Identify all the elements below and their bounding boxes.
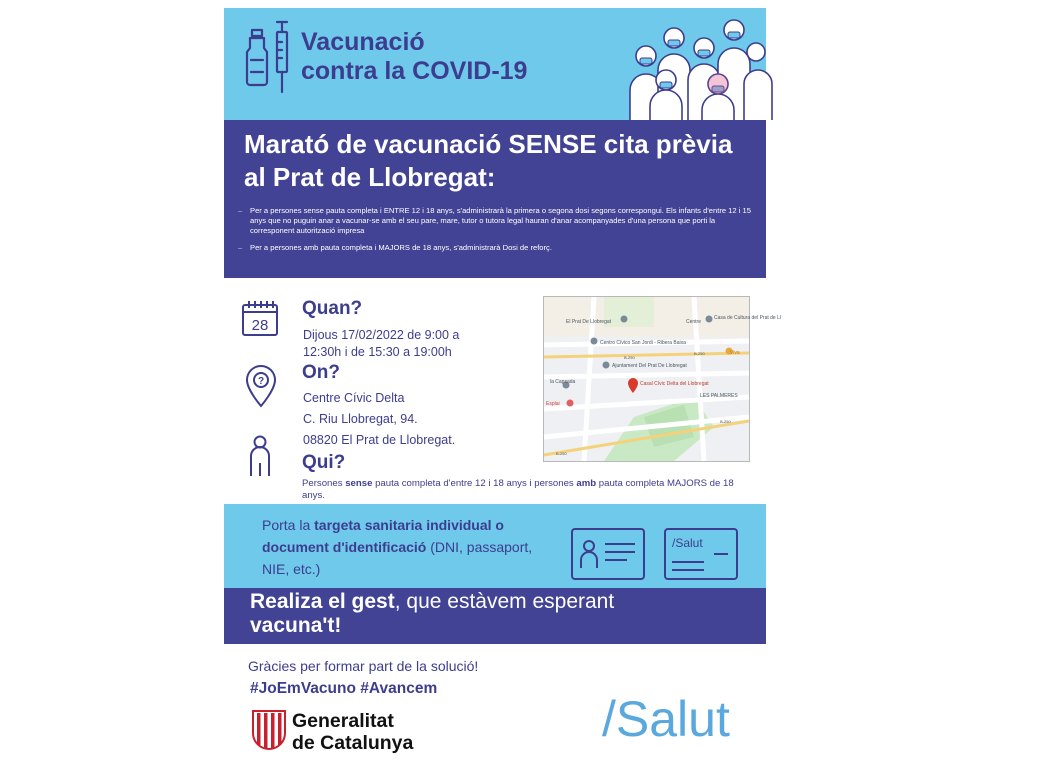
band-text-2: (DNI, passaport, NIE, etc.) <box>262 539 533 577</box>
bullet-dash: – <box>238 243 243 252</box>
where-line3: 08820 El Prat de Llobregat. <box>303 433 456 447</box>
header-title-line1: Vacunació <box>301 28 425 56</box>
calendar-icon <box>240 299 280 339</box>
where-details <box>303 388 455 451</box>
map-label: El Prat De Llobregat <box>566 319 612 325</box>
map-label: Casal Cívic Delta del Llobregat <box>640 381 709 387</box>
map-label: LES PALMERES <box>700 393 738 399</box>
eligibility-text: Per a persones amb pauta completa i MAJORS de 18 anys, s'administrarà Dosi de reforç. <box>250 243 552 252</box>
header-title <box>301 28 527 86</box>
who-details <box>302 478 742 502</box>
map-label: Centre <box>686 319 702 325</box>
map-label: Viva <box>730 350 740 356</box>
map-label: Centro Cívico San Jordi - Ribera Baixa <box>600 340 686 346</box>
who-bold-sense: sense <box>345 478 373 489</box>
map-label: Ajuntament Del Prat De Llobregat <box>612 363 687 369</box>
map-label: Esplai <box>546 401 560 407</box>
slogan-line1 <box>250 590 614 614</box>
map-graphic <box>544 297 781 461</box>
who-heading: Qui? <box>302 452 346 473</box>
who-text-2: pauta completa d'entre 12 i 18 anys i persones <box>372 478 577 489</box>
headline-block <box>224 120 766 278</box>
id-card-reminder <box>224 504 766 588</box>
salut-logo: /Salut <box>602 691 730 747</box>
location-pin-icon <box>244 364 278 408</box>
eligibility-list <box>238 206 758 260</box>
headline-line2: al Prat de Llobregat: <box>244 162 496 192</box>
svg-text:?: ? <box>257 376 265 387</box>
header-title-line2: contra la COVID-19 <box>301 57 528 85</box>
where-line1: Centre Cívic Delta <box>303 391 405 405</box>
hashtags: #JoEmVacuno #Avancem <box>250 680 438 697</box>
slogan-rest: , que estàvem esperant <box>394 590 615 613</box>
health-card-brand: /Salut <box>672 536 703 550</box>
who-bold-amb: amb <box>576 478 597 489</box>
slogan-line2 <box>250 614 614 638</box>
id-card-icon <box>571 528 645 580</box>
map-label: B-250 <box>624 355 635 360</box>
map-label: Casa de Cultura del Prat de Ll <box>714 315 781 321</box>
thanks-text: Gràcies per formar part de la solució! <box>248 658 479 674</box>
headline-title <box>244 128 764 194</box>
people-crowd-illustration <box>626 8 766 120</box>
bullet-dash: – <box>238 206 243 215</box>
who-text-1: Persones <box>302 478 346 489</box>
band-bold: targeta sanitaria individual o document d'identificació <box>262 517 504 555</box>
gencat-line2: de Catalunya <box>292 732 414 754</box>
slogan-vacunat: vacuna't! <box>250 614 342 637</box>
vaccination-poster <box>224 8 781 768</box>
eligibility-text: Per a persones sense pauta completa i ENTRE 12 i 18 anys, s'administrarà la primera o segona dosi segons correspongui. Els infants d'entre 12 i 15 anys que no puguin anar a vacunar-se amb el seu pare, mare, tutor o tutora legal hauran d'anar acompanyades d'una persona que porti la corresponent autorització impresa <box>250 206 751 235</box>
eligibility-item <box>238 243 758 253</box>
where-line2: C. Riu Llobregat, 94. <box>303 412 418 426</box>
person-icon <box>248 435 272 477</box>
slogan-block <box>224 588 766 644</box>
when-details <box>303 327 459 361</box>
gencat-emblem-icon <box>252 710 286 752</box>
who-text-3: pauta completa MAJORS de 18 anys. <box>302 478 734 501</box>
map-label: la Capsada <box>550 379 576 385</box>
health-card-icon <box>664 528 738 580</box>
gencat-wordmark <box>292 710 413 754</box>
when-line1: Dijous 17/02/2022 de 9:00 a <box>303 328 460 342</box>
map-label: B-250 <box>556 451 567 456</box>
when-heading: Quan? <box>302 298 363 319</box>
id-card-reminder-text <box>262 514 562 580</box>
gencat-line1: Generalitat <box>292 710 394 732</box>
header-banner <box>224 8 766 120</box>
headline-line1: Marató de vacunació SENSE cita prèvia <box>244 129 733 159</box>
map-label: B-250 <box>694 351 705 356</box>
vaccine-vial-syringe-icon <box>246 18 298 98</box>
when-line2: 12:30h i de 15:30 a 19:00h <box>303 345 452 359</box>
slogan-text <box>250 590 614 638</box>
slogan-bold: Realiza el gest <box>250 590 395 613</box>
location-map[interactable] <box>543 296 781 462</box>
map-label: B-250 <box>720 419 731 424</box>
band-text-1: Porta la <box>262 517 315 533</box>
where-heading: On? <box>302 362 340 383</box>
calendar-day: 28 <box>251 317 269 334</box>
eligibility-item <box>238 206 758 236</box>
